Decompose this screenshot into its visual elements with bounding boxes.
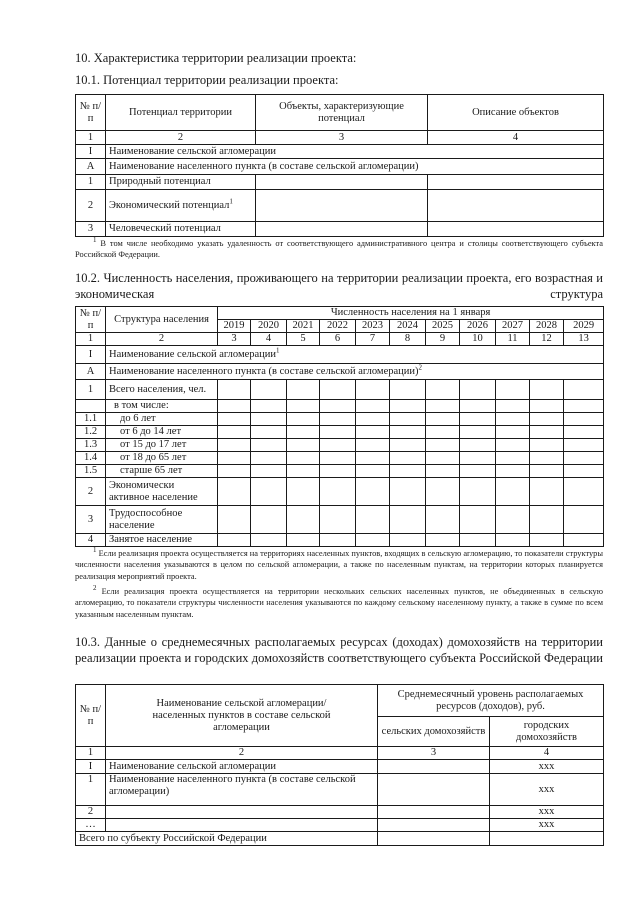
table-row-total [76,832,604,846]
header-num: № п/п [76,95,106,131]
year-header: 2029 [564,320,604,333]
colnum: 4 [490,747,604,760]
row-label: от 18 до 65 лет [106,452,218,465]
row-num: 2 [76,478,106,506]
section-10-3-title: 10.3. Данные о среднемесячных располагаемых ресурсах (доходах) домохозяйств на территории реализации проекта и городских домохозяйств соответствующего субъекта Российской Федерации [75,635,603,665]
year-header: 2025 [426,320,460,333]
urban-value: ххх [490,760,604,774]
year-header: 2024 [390,320,426,333]
colnum: 11 [496,333,530,346]
table-row [76,159,604,175]
row-label: Природный потенциал [106,175,256,190]
row-num [76,400,106,413]
population-table [75,306,604,547]
row-label: старше 65 лет [106,465,218,478]
row-label: Экономический потенциал [109,199,230,211]
footnote-ref: 1 [276,346,280,354]
header-description: Описание объектов [428,95,604,131]
row-label: Всего населения, чел. [106,380,218,400]
colnum: 10 [460,333,496,346]
row-label: Занятое население [106,534,218,547]
header-structure: Структура населения [106,307,218,333]
row-num: 1.4 [76,452,106,465]
header-objects: Объекты, характеризующие потенциал [256,95,428,131]
empty-cell [428,175,604,190]
row-num: 3 [76,506,106,534]
row-num: I [76,346,106,364]
row-label-cell [106,364,604,380]
rural-value [378,819,490,832]
footnote-t2-1: $^1$ Если реализация проекта осуществляется на территориях населенных пунктов, входящих в сельскую агломерацию, то показатели структуры численности населения указываются в целом по сельской агломерации, а также по населенным пунктам, на территории которых планируется реализация мероприятий проекта. [75,546,603,581]
row-num: 1.5 [76,465,106,478]
table-row [76,413,604,426]
colnum: 3 [378,747,490,760]
empty-cell [428,222,604,237]
year-header: 2028 [530,320,564,333]
footnote-t2-2: $^2$ Если реализация проекта осуществляется на территории нескольких сельских населенных пунктов, не объединенных в сельскую агломерацию, то показатели структуры численности населения указываются по каждому сельскому населенному пункту, а также в сумме по всем указанным населенным пунктам. [75,584,603,619]
colnum: 1 [76,747,106,760]
row-label: в том числе: [106,400,218,413]
header-name: Наименование сельской агломерации/ населенных пунктов в составе сельской агломерации [106,685,378,747]
footnote-ref: 2 [418,363,422,371]
row-num: 2 [76,806,106,819]
empty-cell [256,190,428,222]
empty-cell [428,190,604,222]
row-num: 3 [76,222,106,237]
row-num: 1.2 [76,426,106,439]
row-num: 1 [76,175,106,190]
table-row [76,190,604,222]
row-num: 1.1 [76,413,106,426]
potential-table [75,94,604,237]
row-num: … [76,819,106,832]
row-label [106,806,378,819]
income-table [75,684,604,846]
colnum: 9 [426,333,460,346]
year-header: 2019 [218,320,251,333]
table-row [76,380,604,400]
footnote-mark: 2 [93,584,97,593]
row-label: Наименование населенного пункта (в составе сельской агломерации) [106,159,604,175]
colnum: 12 [530,333,564,346]
colnum: 3 [218,333,251,346]
row-label-cell [106,190,256,222]
row-num: I [76,760,106,774]
year-header: 2026 [460,320,496,333]
row-num: 1 [76,774,106,806]
table-row [76,346,604,364]
table-row [76,364,604,380]
footnote-mark: 1 [93,546,97,555]
row-label: от 15 до 17 лет [106,439,218,452]
row-label: Наименование сельской агломерации [106,760,378,774]
table-row [76,506,604,534]
row-num: I [76,145,106,159]
rural-value [378,760,490,774]
table-row [76,175,604,190]
year-header: 2022 [320,320,356,333]
table-row [76,426,604,439]
table-row [76,534,604,547]
colnum: 2 [106,131,256,145]
colnum: 8 [390,333,426,346]
header-potential: Потенциал территории [106,95,256,131]
row-label: Трудоспособное население [106,506,218,534]
row-label: Экономически активное население [106,478,218,506]
section-10-title: 10. Характеристика территории реализации проекта: [75,51,357,65]
row-num: 1.3 [76,439,106,452]
row-label: Наименование сельской агломерации [106,145,604,159]
year-header: 2021 [287,320,320,333]
table-row [76,806,604,819]
rural-value [378,806,490,819]
footnote-t1: $^1$ В том числе необходимо указать удаленность от соответствующего административного центра и столицы соответствующего субъекта Российской Федерации. [75,236,603,260]
table-row [76,439,604,452]
empty-cell [490,832,604,846]
colnum: 4 [428,131,604,145]
year-header: 2027 [496,320,530,333]
row-label: Наименование населенного пункта (в составе сельской агломерации) [106,774,378,806]
colnum: 2 [106,747,378,760]
row-num: 2 [76,190,106,222]
header-level: Среднемесячный уровень располагаемых ресурсов (доходов), руб. [378,685,604,717]
header-urban: городских домохозяйств [490,717,604,747]
colnum: 7 [356,333,390,346]
row-num: 1 [76,380,106,400]
colnum: 6 [320,333,356,346]
year-header: 2020 [251,320,287,333]
row-label: до 6 лет [106,413,218,426]
section-10-2-title: 10.2. Численность населения, проживающего на территории реализации проекта, его возрастная и экономическая структура [75,271,603,301]
colnum: 1 [76,131,106,145]
header-rural: сельских домохозяйств [378,717,490,747]
row-num: 4 [76,534,106,547]
urban-value: ххх [490,819,604,832]
row-label-cell [106,346,604,364]
urban-value: ххх [490,774,604,806]
rural-value [378,774,490,806]
colnum: 2 [106,333,218,346]
table-row [76,819,604,832]
row-label [106,819,378,832]
colnum: 4 [251,333,287,346]
table-row [76,760,604,774]
urban-value: ххх [490,806,604,819]
colnum: 3 [256,131,428,145]
row-label: Наименование населенного пункта (в составе сельской агломерации) [109,365,419,377]
table-row [76,465,604,478]
footnote-ref: 1 [229,197,233,205]
row-num: А [76,159,106,175]
table-row [76,145,604,159]
colnum: 13 [564,333,604,346]
empty-cell [256,222,428,237]
row-num: А [76,364,106,380]
header-num: № п/п [76,685,106,747]
table-row [76,478,604,506]
total-label: Всего по субъекту Российской Федерации [76,832,378,846]
table-row [76,774,604,806]
table-row [76,452,604,465]
header-population: Численность населения на 1 января [218,307,604,320]
colnum: 5 [287,333,320,346]
table-row [76,400,604,413]
year-header: 2023 [356,320,390,333]
empty-cell [378,832,490,846]
row-label: Наименование сельской агломерации [109,348,277,360]
row-label: Человеческий потенциал [106,222,256,237]
header-num: № п/п [76,307,106,333]
empty-cell [256,175,428,190]
colnum: 1 [76,333,106,346]
table-row [76,222,604,237]
row-label: от 6 до 14 лет [106,426,218,439]
section-10-1-title: 10.1. Потенциал территории реализации проекта: [75,73,339,87]
footnote-mark: 1 [93,236,97,245]
